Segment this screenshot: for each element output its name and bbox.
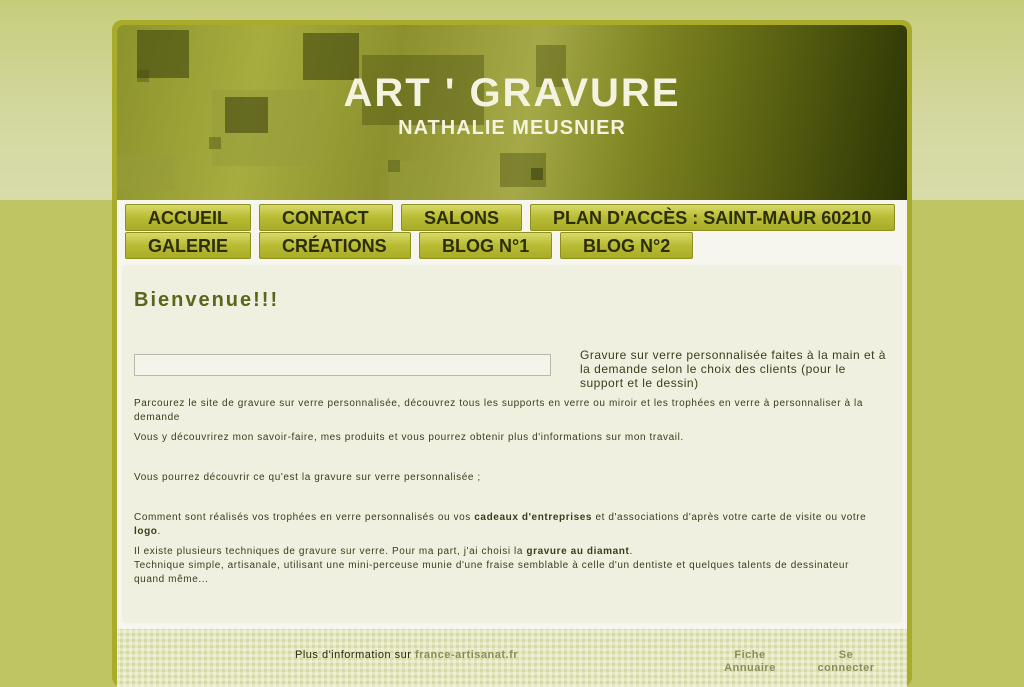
highlight-logo: logo xyxy=(134,526,158,537)
nav-item-creations[interactable]: CRÉATIONS xyxy=(259,232,411,259)
paragraph-techniques xyxy=(134,545,874,559)
paragraph-text: . xyxy=(157,526,161,537)
site-container xyxy=(117,25,907,687)
nav-item-plan-acces[interactable]: PLAN D'ACCÈS : SAINT-MAUR 60210 xyxy=(530,204,895,231)
paragraph-trophees xyxy=(134,511,874,539)
paragraph-text: et d'associations d'après votre carte de visite ou votre xyxy=(592,512,867,523)
intro-tagline: Gravure sur verre personnalisée faites à la main et à la demande selon le choix des clients (pour le support et le dessin) xyxy=(580,348,886,390)
paragraph-decouvrir: Vous pourrez découvrir ce qu'est la gravure sur verre personnalisée ; xyxy=(134,472,481,483)
paragraph-text: Il existe plusieurs techniques de gravure sur verre. Pour ma part, j'ai choisi la xyxy=(134,546,527,557)
highlight-diamant: gravure au diamant xyxy=(526,546,630,557)
login-line-2: connecter xyxy=(817,662,875,674)
fiche-line-1: Fiche xyxy=(734,649,766,661)
banner-square xyxy=(388,160,400,172)
footer-link-france-artisanat[interactable]: france-artisanat.fr xyxy=(414,649,519,661)
paragraph-technique-simple: Technique simple, artisanale, utilisant une mini-perceuse munie d'une fraise semblable à celle d'un dentiste et quelques talents de dessinateur quand même... xyxy=(134,560,849,585)
footer-info-text: Plus d'information sur xyxy=(295,649,415,661)
footer-link-se-connecter[interactable] xyxy=(811,649,881,675)
nav-item-contact[interactable]: CONTACT xyxy=(259,204,393,231)
site-title: ART ' GRAVURE xyxy=(343,71,681,115)
nav-item-blog-1[interactable]: BLOG N°1 xyxy=(419,232,552,259)
footer xyxy=(117,629,907,687)
content-input-box[interactable] xyxy=(134,354,551,376)
footer-info xyxy=(295,649,518,661)
paragraph-text: Comment sont réalisés vos trophées en verre personnalisés ou vos xyxy=(134,512,475,523)
paragraph-savoir-faire: Vous y découvrirez mon savoir-faire, mes produits et vous pourrez obtenir plus d'informations sur mon travail. xyxy=(134,432,684,443)
banner-square xyxy=(117,155,174,190)
header-banner xyxy=(117,25,907,200)
fiche-line-2: Annuaire xyxy=(724,662,776,674)
main-content xyxy=(122,265,902,623)
highlight-cadeaux: cadeaux d'entreprises xyxy=(474,512,593,523)
nav-item-accueil[interactable]: ACCUEIL xyxy=(125,204,251,231)
paragraph-intro: Parcourez le site de gravure sur verre personnalisée, découvrez tous les supports en verre ou miroir et les trophées en verre à personnaliser à la demande xyxy=(134,398,864,423)
footer-link-fiche-annuaire[interactable] xyxy=(715,649,785,675)
nav-item-salons[interactable]: SALONS xyxy=(401,204,522,231)
site-subtitle: NATHALIE MEUSNIER xyxy=(398,117,626,139)
nav-item-galerie[interactable]: GALERIE xyxy=(125,232,251,259)
nav-item-blog-2[interactable]: BLOG N°2 xyxy=(560,232,693,259)
page-title: Bienvenue!!! xyxy=(134,289,280,311)
paragraph-text: . xyxy=(629,546,633,557)
main-navigation xyxy=(117,203,907,263)
login-line-1: Se xyxy=(838,649,854,661)
banner-square xyxy=(531,168,543,180)
